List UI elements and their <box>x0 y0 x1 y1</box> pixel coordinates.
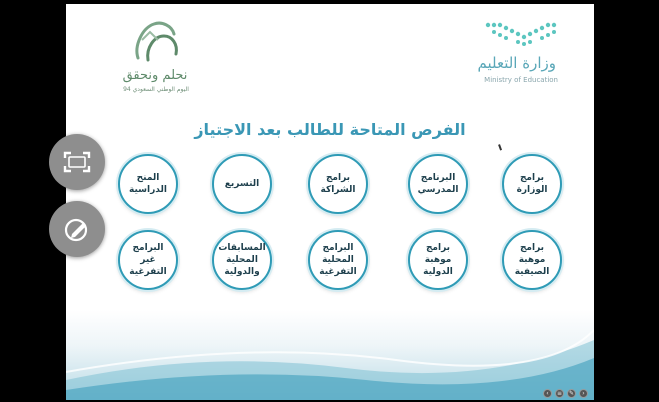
opportunity-local-fulltime: البرامج المحلية التفرغية <box>308 230 368 290</box>
opportunity-mawhiba-summer: برامج موهبة الصيفية <box>502 230 562 290</box>
slide <box>66 4 594 400</box>
opportunity-school-program: البرنامج المدرسي <box>408 154 468 214</box>
pen-tool-button[interactable]: ✎ <box>568 390 575 397</box>
ministry-name-arabic: وزارة التعليم <box>477 54 556 72</box>
next-slide-button[interactable]: › <box>579 389 588 398</box>
opportunity-scholarships: المنح الدراسية <box>118 154 178 214</box>
national-day-slogan: نحلم ونحقق <box>122 68 188 83</box>
opportunity-competitions: المسابقات المحلية والدولية <box>212 230 272 290</box>
opportunities-grid <box>66 4 594 400</box>
slide-title: الفرص المتاحة للطالب بعد الاجتياز <box>194 120 466 139</box>
annotate-button[interactable] <box>49 201 105 257</box>
ministry-name-english: Ministry of Education <box>484 76 558 84</box>
pen-icon <box>63 215 91 243</box>
slide-navigation <box>543 389 588 399</box>
national-day-subtitle: اليوم الوطني السعودي 94 <box>123 86 189 93</box>
opportunity-partnership-programs: برامج الشراكة <box>308 154 368 214</box>
opportunity-ministry-programs: برامج الوزارة <box>502 154 562 214</box>
fullscreen-icon <box>63 151 91 173</box>
opportunity-part-time-programs: البرامج غير التفرغية <box>118 230 178 290</box>
menu-button[interactable]: ≡ <box>556 390 563 397</box>
opportunity-mawhiba-international: برامج موهبة الدولية <box>408 230 468 290</box>
previous-slide-button[interactable]: ‹ <box>543 389 552 398</box>
fullscreen-button[interactable] <box>49 134 105 190</box>
opportunity-acceleration: التسريع <box>212 154 272 214</box>
